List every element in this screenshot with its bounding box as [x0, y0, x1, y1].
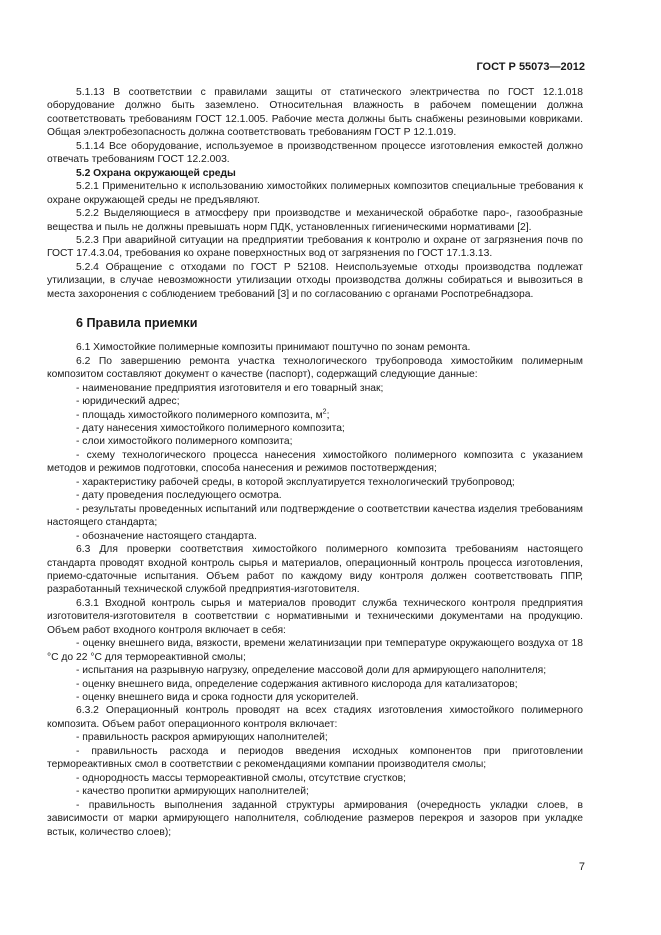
paragraph-6-3: 6.3 Для проверки соответствия химостойкого полимерного композита требованиям настоящего стандарта проводят входной контроль сырья и материалов, операционный контроль процесса изготовления, приемо-сдаточные испытания. Объем работ по каждому виду контроля должен соответствовать ППР, разработанный технической службой предприятия-изготовителя. — [47, 544, 583, 596]
paragraph-6-3-2: 6.3.2 Операционный контроль проводят на всех стадиях изготовления химостойкого полимерного композита. Объем работ операционного контроля включает: — [47, 705, 583, 730]
list-item — [47, 409, 583, 422]
superscript: 2 — [322, 408, 327, 416]
list-item: - дату нанесения химостойкого полимерного композита; — [76, 422, 345, 434]
paragraph-6-2: 6.2 По завершению ремонта участка технологического трубопровода химостойким полимерным композитом составляют документ о качестве (паспорт), содержащий следующие данные: — [47, 355, 583, 381]
paragraph-6-3-1: 6.3.1 Входной контроль сырья и материалов проводит служба технического контроля предприятия изготовителя-изготовителя в соответствии с нормативными и техническими документами на продукцию. Объем работ входного контроля включает в себя: — [47, 597, 583, 636]
page-header: ГОСТ Р 55073—2012 — [476, 61, 585, 73]
paragraph-5-2-2: 5.2.2 Выделяющиеся в атмосферу при производстве и механической обработке паро-, газообразные вещества и пыль не должны превышать норм ПДК, установленных гигиеническими нормативами [2]. — [47, 208, 583, 233]
paragraph-5-1-13: 5.1.13 В соответствии с правилами защиты от статического электричества по ГОСТ 12.1.018 оборудование должно быть заземлено. Относительная влажность в рабочем помещении должна соответствовать требованиям ГОСТ 12.1.005. Рабочие места должны быть снабжены резиновыми ковриками. Общая электробезопасность должна соответствовать требованиям ГОСТ Р 12.1.019. — [47, 87, 583, 139]
list-item: - оценку внешнего вида и срока годности для ускорителей. — [76, 692, 359, 704]
list-item: - обозначение настоящего стандарта. — [76, 530, 257, 542]
page-content — [47, 86, 583, 839]
list-item: - слои химостойкого полимерного композита; — [76, 436, 293, 448]
paragraph-5-2-3: 5.2.3 При аварийной ситуации на предприятии требования к контролю и охране от загрязнения почв по ГОСТ 17.4.3.04, требования ко охране поверхностных вод от загрязнения по ГОСТ 17.1.3.13. — [47, 234, 583, 260]
list-item: - однородность массы термореактивной смолы, отсутствие сгустков; — [76, 772, 406, 784]
list-item-text: - площадь химостойкого полимерного композита, м — [76, 409, 323, 421]
list-item: - оценку внешнего вида, определение содержания активного кислорода для катализаторов; — [76, 678, 518, 690]
list-item: - оценку внешнего вида, вязкости, времени желатинизации при температуре окружающего воздуха от 18 °С до 22 °С для термореактивной смолы; — [47, 638, 583, 663]
list-item: - дату проведения последующего осмотра. — [76, 490, 282, 502]
paragraph-5-2-1: 5.2.1 Применительно к использованию химостойких полимерных композитов специальные требования к охране окружающей среды не предъявляют. — [47, 181, 583, 206]
list-item: - результаты проведенных испытаний или подтверждение о соответствии качества изделия требованиям настоящего стандарта; — [47, 503, 583, 529]
list-item: - качество пропитки армирующих наполнителей; — [76, 786, 309, 798]
list-item: - схему технологического процесса нанесения химостойкого полимерного композита с указанием методов и режимов подготовки, способа нанесения и режимов постотверждения; — [47, 449, 583, 475]
list-item: - правильность раскроя армирующих наполнителей; — [76, 732, 328, 744]
subsection-title-5-2: 5.2 Охрана окружающей среды — [76, 167, 236, 179]
list-item: - характеристику рабочей среды, в которой эксплуатируется технологический трубопровод; — [76, 476, 515, 488]
list-item: - наименование предприятия изготовителя и его товарный знак; — [76, 382, 384, 394]
paragraph-6-1: 6.1 Химостойкие полимерные композиты принимают поштучно по зонам ремонта. — [76, 342, 471, 354]
list-item: - правильность расхода и периодов введения исходных компонентов при приготовлении термореактивных смол в соответствии с рекомендациями компании производителя смолы; — [47, 745, 583, 771]
paragraph-5-1-14: 5.1.14 Все оборудование, используемое в производственном процессе изготовления емкостей должно отвечать требованиям ГОСТ 12.2.003. — [47, 140, 583, 166]
paragraph-5-2-4: 5.2.4 Обращение с отходами по ГОСТ Р 52108. Неиспользуемые отходы производства подлежат утилизации, в случае невозможности утилизации отходы производства должны собираться и вывозиться в места захоронения с соблюдением требований [3] и по согласованию с органами Роспотребнадзора. — [47, 261, 583, 300]
list-item: - юридический адрес; — [76, 396, 180, 408]
list-item: - испытания на разрывную нагрузку, определение массовой доли для армирующего наполнителя; — [76, 665, 547, 677]
list-item-tail: ; — [326, 409, 330, 421]
page-number: 7 — [578, 861, 585, 873]
section-title-6: 6 Правила приемки — [76, 316, 198, 331]
list-item: - правильность выполнения заданной структуры армирования (очередность укладки слоев, в зависимости от марки армирующего наполнителя, соблюдение размеров перекроя и зазоров при укладке встык, количество слоев); — [47, 799, 583, 838]
